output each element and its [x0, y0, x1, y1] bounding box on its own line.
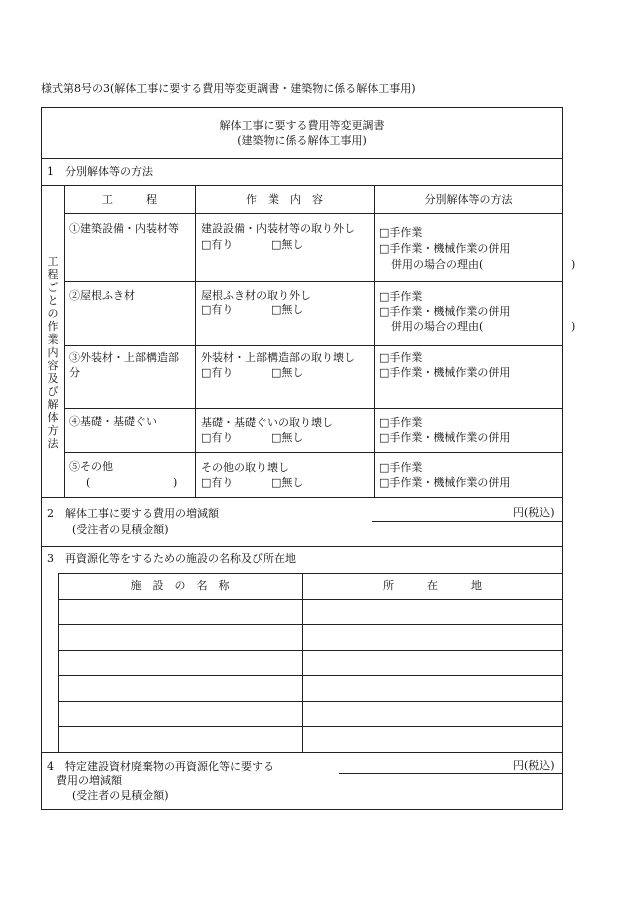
document-subtitle: (建築物に係る解体工事用) — [237, 134, 367, 147]
reason-label: 併用の場合の理由( — [391, 320, 484, 333]
col-header-work: 作 業 内 容 — [246, 193, 323, 206]
divider — [374, 185, 375, 497]
divider — [58, 573, 59, 752]
section-2-heading: 2 解体工事に要する費用の増減額 — [47, 507, 219, 520]
checkbox-manual[interactable]: □手作業 — [379, 351, 423, 364]
checkbox-no[interactable]: □無し — [271, 238, 304, 251]
checkbox-combined[interactable]: □手作業・機械作業の併用 — [379, 242, 511, 255]
reason-label: 併用の場合の理由( — [391, 258, 484, 271]
section-2-unit: 円(税込) — [513, 506, 555, 519]
work-cell: 基礎・基礎ぐいの取り壊し — [201, 416, 333, 429]
divider — [41, 497, 563, 498]
work-cell: 建設設備・内装材等の取り外し — [201, 222, 355, 235]
amount-line[interactable] — [372, 521, 563, 522]
col-header-process: 工 程 — [102, 193, 157, 206]
divider — [64, 213, 563, 214]
section-4-note: (受注者の見積金額) — [72, 789, 169, 802]
amount-line[interactable] — [339, 773, 563, 774]
section-3-heading: 3 再資源化等をするための施設の名称及び所在地 — [47, 552, 296, 565]
divider — [58, 701, 563, 702]
divider — [41, 158, 563, 159]
divider — [58, 726, 563, 727]
checkbox-combined[interactable]: □手作業・機械作業の併用 — [379, 431, 511, 444]
divider — [64, 345, 563, 346]
work-cell: 外装材・上部構造部の取り壊し — [201, 351, 355, 364]
paren-close: ) — [173, 476, 178, 489]
divider — [58, 573, 563, 574]
process-cell: ④基礎・基礎ぐい — [69, 415, 157, 428]
form-label: 様式第8号の3(解体工事に要する費用等変更調書・建築物に係る解体工事用) — [41, 82, 416, 95]
section-4-unit: 円(税込) — [513, 759, 555, 772]
divider — [58, 675, 563, 676]
checkbox-no[interactable]: □無し — [271, 366, 304, 379]
divider — [64, 185, 65, 497]
checkbox-yes[interactable]: □有り — [201, 476, 234, 489]
section-1-heading: 1 分別解体等の方法 — [47, 165, 153, 178]
col-header-method: 分別解体等の方法 — [424, 193, 513, 206]
process-cell: ②屋根ふき材 — [69, 289, 135, 302]
work-cell: その他の取り壊し — [201, 461, 289, 474]
checkbox-manual[interactable]: □手作業 — [379, 226, 423, 239]
reason-close: ) — [571, 258, 576, 271]
col-header-facility: 施 設 の 名 称 — [130, 579, 230, 592]
divider — [64, 452, 563, 453]
checkbox-combined[interactable]: □手作業・機械作業の併用 — [379, 305, 511, 318]
divider — [41, 185, 563, 186]
process-cell: ⑤その他 — [69, 460, 113, 473]
divider — [195, 185, 196, 497]
process-cell: ③外装材・上部構造部 — [69, 351, 179, 364]
checkbox-manual[interactable]: □手作業 — [379, 461, 423, 474]
divider — [302, 573, 303, 752]
divider — [58, 624, 563, 625]
checkbox-yes[interactable]: □有り — [201, 431, 234, 444]
checkbox-manual[interactable]: □手作業 — [379, 416, 423, 429]
col-header-location: 所 在 地 — [383, 579, 482, 592]
document-title: 解体工事に要する費用等変更調書 — [219, 119, 385, 132]
section-4-heading-cont: 費用の増減額 — [56, 774, 122, 787]
divider — [64, 408, 563, 409]
reason-close: ) — [571, 320, 576, 333]
paren-open: ( — [86, 476, 91, 489]
process-cell: ①建築設備・内装材等 — [69, 222, 179, 235]
divider — [64, 281, 563, 282]
checkbox-yes[interactable]: □有り — [201, 366, 234, 379]
section-1-side-label: 工程ごとの作業内容及び解体方法 — [47, 255, 59, 450]
divider — [58, 650, 563, 651]
divider — [58, 599, 563, 600]
checkbox-yes[interactable]: □有り — [201, 303, 234, 316]
checkbox-no[interactable]: □無し — [271, 476, 304, 489]
divider — [41, 752, 563, 753]
checkbox-combined[interactable]: □手作業・機械作業の併用 — [379, 366, 511, 379]
checkbox-manual[interactable]: □手作業 — [379, 290, 423, 303]
checkbox-yes[interactable]: □有り — [201, 238, 234, 251]
checkbox-combined[interactable]: □手作業・機械作業の併用 — [379, 476, 511, 489]
divider — [41, 546, 563, 547]
section-4-heading: 4 特定建設資材廃棄物の再資源化等に要する — [47, 760, 274, 773]
checkbox-no[interactable]: □無し — [271, 303, 304, 316]
process-cell-cont: 分 — [69, 366, 80, 379]
checkbox-no[interactable]: □無し — [271, 431, 304, 444]
work-cell: 屋根ふき材の取り外し — [201, 289, 311, 302]
section-2-note: (受注者の見積金額) — [72, 523, 169, 536]
